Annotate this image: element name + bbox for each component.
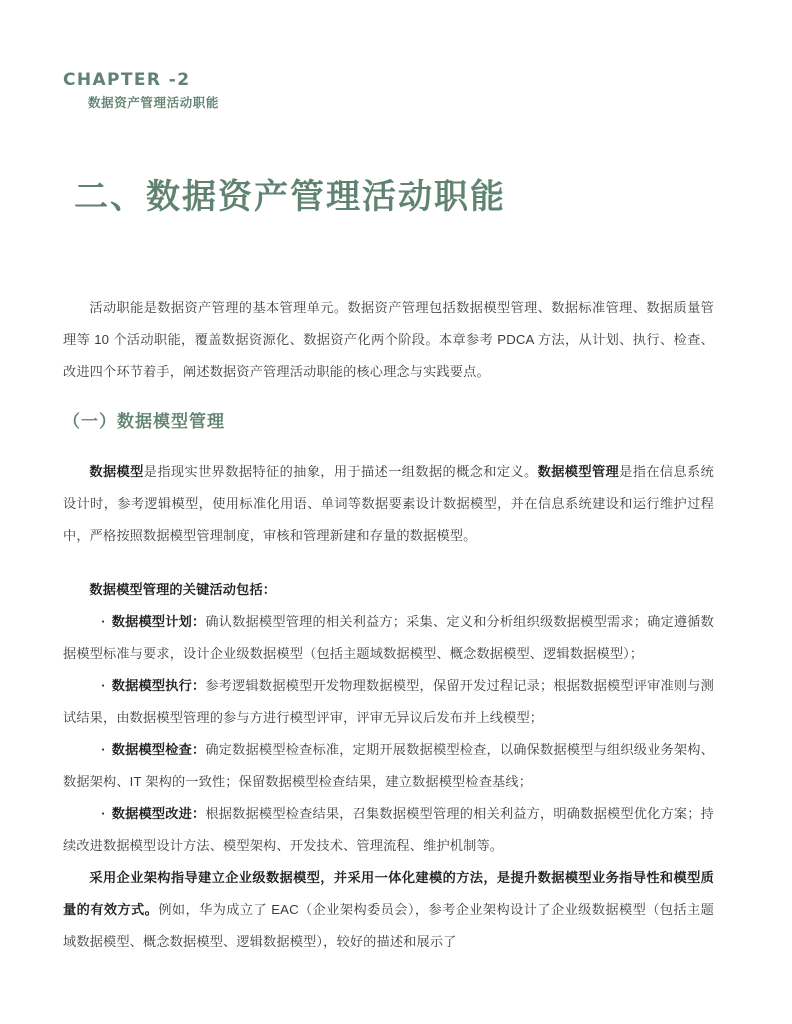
spacer [63,552,714,574]
activities-intro-label: 数据模型管理的关键活动包括： [89,581,277,597]
section-heading-data-model-management: （一）数据模型管理 [63,412,225,431]
chapter-label: CHAPTER -2 [63,70,191,90]
spacer [63,434,714,456]
definition-bold-term-2: 数据模型管理 [537,463,620,479]
activity-label-execute: 数据模型执行： [111,677,206,693]
definition-text-2: 是指在信息系统设计时，参考逻辑模型，使用标准化用语、单词等数据要素设计数据模型，并在信息系统建设和运行维护过程中，严格按照数据模型管理制度，审核和管理新建和存量的数据模型。 [63,463,714,543]
closing-paragraph [63,862,714,958]
definition-bold-term-1: 数据模型 [89,463,144,479]
chapter-header [63,70,483,112]
page-title: 二、数据资产管理活动职能 [74,178,506,216]
activity-label-check: 数据模型检查： [111,741,206,757]
activity-label-improve: 数据模型改进： [111,805,206,821]
content-column [63,292,714,958]
bullet-dot-icon: · [101,805,106,821]
activity-text-plan: 确认数据模型管理的相关利益方；采集、定义和分析组织级数据模型需求；确定遵循数据模型标准与要求，设计企业级数据模型（包括主题域数据模型、概念数据模型、逻辑数据模型）； [63,613,714,661]
activity-text-execute: 参考逻辑数据模型开发物理数据模型，保留开发过程记录；根据数据模型评审准则与测试结果，由数据模型管理的参与方进行模型评审，评审无异议后发布并上线模型； [63,677,714,725]
definition-paragraph [63,456,714,552]
activity-item-plan [63,606,714,670]
activities-intro [63,574,714,606]
bullet-dot-icon: · [101,741,106,757]
activity-item-improve [63,798,714,862]
activity-label-plan: 数据模型计划： [111,613,206,629]
bullet-dot-icon: · [101,677,106,693]
definition-text-1: 是指现实世界数据特征的抽象，用于描述一组数据的概念和定义。 [143,463,538,479]
spacer [63,388,714,410]
activity-text-check: 确定数据模型检查标准，定期开展数据模型检查，以确保数据模型与组织级业务架构、数据架构、IT 架构的一致性；保留数据模型检查结果，建立数据模型检查基线； [63,741,714,789]
activity-item-check [63,734,714,798]
closing-bold-statement: 采用企业架构指导建立企业级数据模型，并采用一体化建模的方法，是提升数据模型业务指导性和模型质量的有效方式。 [63,869,714,917]
activity-text-improve: 根据数据模型检查结果，召集数据模型管理的相关利益方，明确数据模型优化方案；持续改进数据模型设计方法、模型架构、开发技术、管理流程、维护机制等。 [63,805,714,853]
activity-item-execute [63,670,714,734]
intro-paragraph: 活动职能是数据资产管理的基本管理单元。数据资产管理包括数据模型管理、数据标准管理、数据质量管理等 10 个活动职能，覆盖数据资源化、数据资产化两个阶段。本章参考 PDCA 方法，从计划、执行、检查、改进四个环节着手，阐述数据资产管理活动职能的核心理念与实践要点。 [63,300,714,379]
closing-text: 例如，华为成立了 EAC（企业架构委员会），参考企业架构设计了企业级数据模型（包括主题域数据模型、概念数据模型、逻辑数据模型），较好的描述和展示了 [63,901,714,949]
chapter-subtitle: 数据资产管理活动职能 [88,96,220,111]
bullet-dot-icon: · [101,613,106,629]
